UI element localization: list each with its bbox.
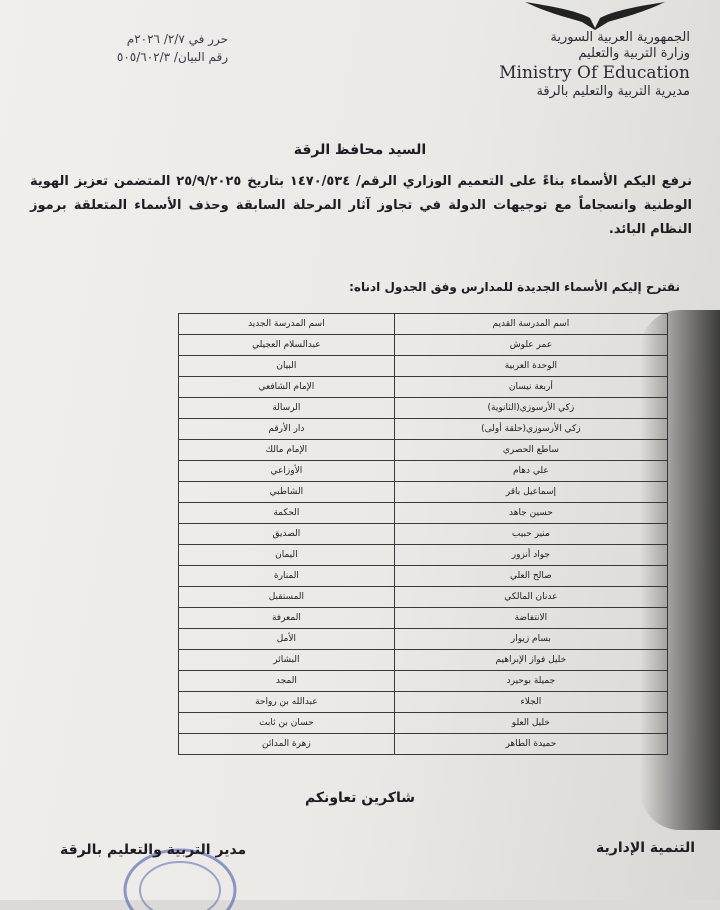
letterhead [450,30,690,100]
table-header-row [179,314,668,335]
new-name-header: اسم المدرسة الجديد [179,314,395,335]
body-paragraph: نرفع اليكم الأسماء بناءً على التعميم الوزاري الرقم/ ١٤٧٠/٥٣٤ بتاريخ ٢٥/٩/٢٠٢٥ المتضمن تعزيز الهوية الوطنية وانسجاماً مع توجيهات الدولة في تجاوز آثار المرحلة السابقة وحذف الأسماء المتعلقة برموز النظام البائد. [30,174,692,237]
new-school-name: الحكمة [179,503,395,524]
table-row [179,524,668,545]
table-row [179,482,668,503]
old-school-name: زكي الأرسوزي(الثانوية) [394,398,667,419]
old-school-name: منير حبيب [394,524,667,545]
closing-text: شاكرين تعاونكم [304,790,416,806]
old-school-name: إسماعيل باقر [394,482,667,503]
old-school-name: خليل فواز الإبراهيم [394,650,667,671]
old-school-name: صالح العلي [394,566,667,587]
table-row [179,545,668,566]
new-school-name: الأمل [179,629,395,650]
table-row [179,398,668,419]
old-school-name: عمر علوش [394,335,667,356]
new-school-name: الشاطبي [179,482,395,503]
new-school-name: دار الأرقم [179,419,395,440]
old-school-name: عدنان المالكي [394,587,667,608]
table-row [179,671,668,692]
old-school-name: زكي الأرسوزي(حلقة أولى) [394,419,667,440]
new-school-name: زهرة المدائن [179,734,395,755]
old-school-name: ساطع الحصري [394,440,667,461]
republic-name: الجمهورية العربية السورية [550,30,690,45]
reference-number: رقم البيان/ ٥٠٥/٦٠٢/٣ [116,50,228,64]
table-row [179,440,668,461]
table-row [179,692,668,713]
new-school-name: اليمان [179,545,395,566]
new-school-name: البيان [179,356,395,377]
table-row [179,377,668,398]
ministry-name-en: Ministry Of Education [499,63,690,83]
date-line: حرر في ٢/٧/ ٢٠٢٦م [126,32,228,46]
old-school-name: الوحدة العربية [394,356,667,377]
admin-signature-title: التنمية الإدارية [596,840,695,856]
table-row [179,335,668,356]
table-row [179,503,668,524]
table-intro: نقترح إليكم الأسماء الجديدة للمدارس وفق الجدول ادناه: [349,280,680,294]
new-school-name: المعرفة [179,608,395,629]
new-school-name: المجد [179,671,395,692]
reference-block [28,30,228,66]
eagle-emblem-icon [520,0,670,30]
old-school-name: الجلاء [394,692,667,713]
old-school-name: حسين جاهد [394,503,667,524]
hand-shadow [640,310,720,830]
old-school-name: بسام زيوار [394,629,667,650]
old-school-name: الانتفاضة [394,608,667,629]
table-row [179,734,668,755]
addressee: السيد محافظ الرقة [293,142,427,158]
new-school-name: عبدالله بن رواحة [179,692,395,713]
new-school-name: المستقبل [179,587,395,608]
table-row [179,713,668,734]
new-school-name: الصديق [179,524,395,545]
new-school-name: البشائر [179,650,395,671]
old-school-name: جميلة بوحيرد [394,671,667,692]
new-school-name: الرسالة [179,398,395,419]
old-school-name: خليل العلو [394,713,667,734]
new-school-name: الإمام الشافعي [179,377,395,398]
ministry-name-ar: وزارة التربية والتعليم [578,46,690,61]
old-name-header: اسم المدرسة القديم [394,314,667,335]
new-school-name: المنارة [179,566,395,587]
table-row [179,629,668,650]
new-school-name: عبدالسلام العجيلي [179,335,395,356]
old-school-name: أربعة نيسان [394,377,667,398]
schools-table [178,313,668,755]
old-school-name: جواد أنزور [394,545,667,566]
old-school-name: علي دهام [394,461,667,482]
table-row [179,566,668,587]
table-row [179,650,668,671]
old-school-name: حميدة الطاهر [394,734,667,755]
new-school-name: الإمام مالك [179,440,395,461]
new-school-name: الأوزاعي [179,461,395,482]
director-signature-title: مدير التربية والتعليم بالرقة [60,842,247,858]
table-row [179,356,668,377]
table-row [179,419,668,440]
directorate-name: مديرية التربية والتعليم بالرقة [536,84,690,99]
table-row [179,587,668,608]
new-school-name: حسان بن ثابت [179,713,395,734]
table-row [179,608,668,629]
table-row [179,461,668,482]
